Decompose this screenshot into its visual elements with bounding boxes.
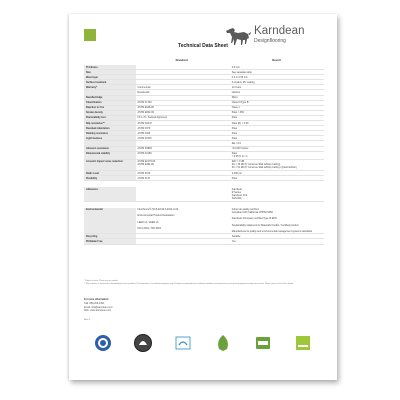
standard-line: LEED v4 / LEED v3 bbox=[137, 220, 159, 224]
table-row bbox=[84, 187, 324, 201]
result-line: Suitable bbox=[231, 234, 241, 238]
result-line: See separate table bbox=[231, 70, 252, 74]
result-cell bbox=[230, 152, 324, 159]
property-label: Adhesives bbox=[84, 187, 136, 200]
property-label: Flammability test bbox=[84, 116, 136, 120]
header-result-col: Result bbox=[272, 58, 281, 62]
header-standard-col: Standard bbox=[175, 58, 188, 62]
property-label: Warranty* bbox=[84, 85, 136, 89]
document-title: Technical Data Sheet bbox=[178, 43, 228, 49]
result-cell bbox=[230, 131, 324, 135]
result-cell bbox=[230, 121, 324, 125]
standard-line: ASTM F137 bbox=[137, 176, 151, 180]
footnote-line: ** Slip resistance is measured on freestanding in-service product. This information is for indicative purposes only. Karndean recommends that installation conditions and maintenance and cleaning regimes are taken into account. Please contact us for further details. bbox=[84, 282, 294, 285]
brand-logo bbox=[224, 20, 334, 50]
standard-line: ASTM F1515 bbox=[137, 136, 152, 140]
result-line: Class 1 bbox=[231, 106, 240, 110]
property-label: Light fastness bbox=[84, 136, 136, 140]
result-line: 2,000 psi bbox=[231, 171, 242, 175]
standard-cell bbox=[136, 208, 230, 234]
result-cell bbox=[230, 141, 324, 145]
standard-line: ASTM F2199 bbox=[137, 152, 152, 156]
result-line: Karndean bbox=[231, 187, 243, 191]
table-row bbox=[84, 239, 324, 244]
standard-line: ASTM D3884 bbox=[137, 147, 152, 150]
result-line: 10 Years bbox=[231, 85, 242, 89]
result-line: ΔE < 8.0 bbox=[231, 141, 241, 145]
brand-name: Karndean bbox=[254, 25, 305, 37]
standard-cell bbox=[136, 136, 230, 140]
standard-line: ISO 14001 / ISO 9001 bbox=[137, 226, 162, 230]
property-label: Smoke density bbox=[84, 111, 136, 115]
table-row bbox=[84, 208, 324, 235]
result-cell bbox=[230, 126, 324, 130]
footnotes bbox=[84, 280, 324, 285]
result-line: K-Guard+ PU coating bbox=[231, 80, 255, 84]
contact-phone: Call: 888-266-4391 bbox=[84, 301, 105, 305]
result-cell bbox=[230, 80, 324, 84]
result-cell bbox=[230, 116, 324, 120]
brand-subname: Designflooring bbox=[254, 38, 286, 44]
property-label: Environmental bbox=[84, 208, 136, 234]
result-line: R Series bbox=[231, 190, 241, 194]
contact-heading: For more information: bbox=[84, 298, 109, 301]
standard-line bbox=[138, 235, 228, 238]
standard-line: ASTM F925 bbox=[137, 131, 151, 135]
result-cell bbox=[230, 234, 324, 238]
spec-table bbox=[84, 65, 324, 245]
property-label: Dimensional stability bbox=[84, 152, 136, 159]
standard-cell bbox=[136, 121, 230, 125]
property-label: Bevelled Edge bbox=[84, 96, 136, 100]
certification-logos bbox=[93, 332, 313, 354]
data-sheet-page bbox=[69, 14, 337, 380]
result-line: Pass bbox=[231, 126, 238, 130]
standard-cell bbox=[136, 160, 230, 170]
result-line: Pass bbox=[231, 116, 238, 120]
recycle-icon bbox=[173, 333, 193, 353]
standard-line: ASTM F1700 bbox=[137, 101, 152, 105]
property-label: Thickness bbox=[84, 65, 136, 69]
property-label bbox=[84, 90, 136, 94]
result-line: SAS-600 bbox=[231, 197, 242, 201]
property-label: Classification bbox=[84, 101, 136, 105]
property-label: Surface treatment bbox=[84, 80, 136, 84]
result-line: Pass bbox=[231, 176, 238, 180]
standard-cell bbox=[136, 131, 230, 135]
property-label: Acoustic impact noise reduction bbox=[84, 160, 136, 170]
contact-web: Web: www.karndean.com bbox=[84, 309, 112, 313]
standard-line bbox=[138, 240, 228, 243]
green-icon bbox=[293, 333, 313, 353]
standard-cell bbox=[136, 152, 230, 159]
result-cell bbox=[230, 136, 324, 140]
standard-line bbox=[138, 96, 228, 99]
standard-line bbox=[138, 76, 228, 79]
result-cell bbox=[230, 70, 324, 74]
standard-cell bbox=[136, 116, 230, 120]
property-label: Size bbox=[84, 70, 136, 74]
result-cell bbox=[230, 111, 324, 115]
result-line: ΔIIC = 0 dB bbox=[231, 160, 245, 164]
property-label: Staining resistance bbox=[84, 131, 136, 135]
standard-line bbox=[138, 81, 228, 84]
result-line: Karndean third-party certified Type III EPD bbox=[231, 217, 277, 221]
standard-cell bbox=[136, 65, 230, 69]
result-line: < 0.05 % in / in bbox=[231, 155, 248, 159]
standard-line: ASTM E648-06 bbox=[137, 106, 154, 110]
revision-label: Rev 4 bbox=[84, 319, 90, 321]
standard-line: FloorScore® (SCS-EC10.3-2014 v4.0) bbox=[137, 208, 179, 212]
property-label: Slip resistance** bbox=[84, 121, 136, 125]
standard-cell bbox=[136, 90, 230, 94]
standard-cell bbox=[136, 239, 230, 243]
table-header bbox=[84, 57, 324, 63]
result-line: Manufactured to quality and environmental management systems standards bbox=[231, 229, 313, 233]
standard-cell bbox=[136, 101, 230, 105]
table-row bbox=[84, 160, 324, 171]
standard-line: Commercial bbox=[137, 85, 151, 89]
result-line: Pass < 450 bbox=[231, 111, 244, 115]
result-line: Karndean Xtra bbox=[231, 193, 248, 197]
result-cell bbox=[230, 187, 324, 200]
usgbc-icon bbox=[133, 333, 153, 353]
floorscore-icon bbox=[93, 333, 113, 353]
standard-cell bbox=[136, 106, 230, 110]
result-line: Indoor air quality certified. bbox=[231, 208, 260, 212]
standard-cell bbox=[136, 176, 230, 180]
contact-block bbox=[84, 298, 204, 313]
standard-line: ASTM F970 bbox=[137, 171, 151, 175]
property-label bbox=[84, 141, 136, 145]
property-label: Reaction to Fire bbox=[84, 106, 136, 110]
standard-line: Environmental Product Declaration bbox=[137, 214, 175, 218]
result-line: Compliant with California CHPS/01350. bbox=[231, 211, 274, 215]
standard-cell bbox=[136, 187, 230, 200]
property-label: Residual indentation bbox=[84, 126, 136, 130]
result-line: IIC = 51 dB (6" Concrete Slab w/Drop Ceiling / QuietCushion) bbox=[231, 166, 297, 170]
result-cell bbox=[230, 90, 324, 94]
result-line: >10,000 Cycles bbox=[231, 147, 249, 150]
result-cell bbox=[230, 171, 324, 175]
standard-cell bbox=[136, 75, 230, 79]
result-line: 2.5 mm bbox=[231, 65, 240, 69]
result-line: IIC = 36 dB (6" Concrete Slab w/Drop Ceiling) bbox=[231, 163, 281, 167]
table-row bbox=[84, 152, 324, 160]
standard-cell bbox=[136, 70, 230, 74]
result-line: Micro bbox=[231, 96, 238, 100]
result-line: 0.3 or 0.55 mm bbox=[231, 75, 248, 79]
property-label: Flexibility bbox=[84, 176, 136, 180]
standard-cell bbox=[136, 147, 230, 151]
standard-cell bbox=[136, 96, 230, 100]
result-line: Class III Type B bbox=[231, 101, 249, 105]
property-label: Static Load bbox=[84, 171, 136, 175]
standard-line bbox=[138, 66, 228, 69]
greyhound-logo-icon bbox=[224, 22, 252, 48]
standard-line: FF 1-70 / Federal Approved bbox=[137, 116, 167, 120]
result-cell bbox=[230, 101, 324, 105]
leed-icon bbox=[213, 333, 233, 353]
result-line: Sustainability statement for Materials Credits / Certified product bbox=[231, 223, 299, 227]
result-line: Yes bbox=[231, 239, 236, 243]
standard-cell bbox=[136, 85, 230, 89]
standard-line: ASTM D2047 bbox=[137, 121, 152, 125]
property-label: Phthalate Free bbox=[84, 239, 136, 243]
standard-line bbox=[138, 142, 228, 145]
standard-cell bbox=[136, 111, 230, 115]
standard-line: ASTM F970 bbox=[137, 126, 151, 130]
standard-cell bbox=[136, 126, 230, 130]
result-line: Pass (R) > 0.50 bbox=[231, 121, 249, 125]
result-cell bbox=[230, 106, 324, 110]
result-cell bbox=[230, 147, 324, 151]
result-cell bbox=[230, 239, 324, 243]
epd-icon bbox=[253, 333, 273, 353]
result-line: Lifetime bbox=[231, 90, 241, 94]
result-cell bbox=[230, 75, 324, 79]
result-cell bbox=[230, 65, 324, 69]
result-cell bbox=[230, 208, 324, 234]
standard-line bbox=[138, 71, 228, 74]
footnote-line: * Subject to terms. Please see our website. bbox=[84, 280, 119, 282]
result-cell bbox=[230, 176, 324, 180]
standard-line: ASTM E492-09 bbox=[137, 163, 154, 167]
standard-line: Residential bbox=[137, 90, 150, 94]
result-line: Pass bbox=[231, 136, 238, 140]
property-label: Wear layer bbox=[84, 75, 136, 79]
accent-swatch bbox=[84, 29, 96, 41]
result-cell bbox=[230, 96, 324, 100]
result-cell bbox=[230, 85, 324, 89]
standard-cell bbox=[136, 141, 230, 145]
contact-email: Email: info@karndean.com bbox=[84, 305, 113, 309]
result-line: Pass bbox=[231, 131, 238, 135]
standard-line: ASTM E2179-03 bbox=[137, 160, 156, 164]
standard-cell bbox=[136, 80, 230, 84]
property-label: Abrasion resistance bbox=[84, 147, 136, 151]
result-cell bbox=[230, 160, 324, 170]
property-label: Recycling bbox=[84, 234, 136, 238]
standard-line: ASTM E662-06 bbox=[137, 111, 154, 115]
result-line: Pass bbox=[231, 152, 238, 156]
standard-line bbox=[138, 188, 228, 191]
standard-cell bbox=[136, 171, 230, 175]
standard-cell bbox=[136, 234, 230, 238]
